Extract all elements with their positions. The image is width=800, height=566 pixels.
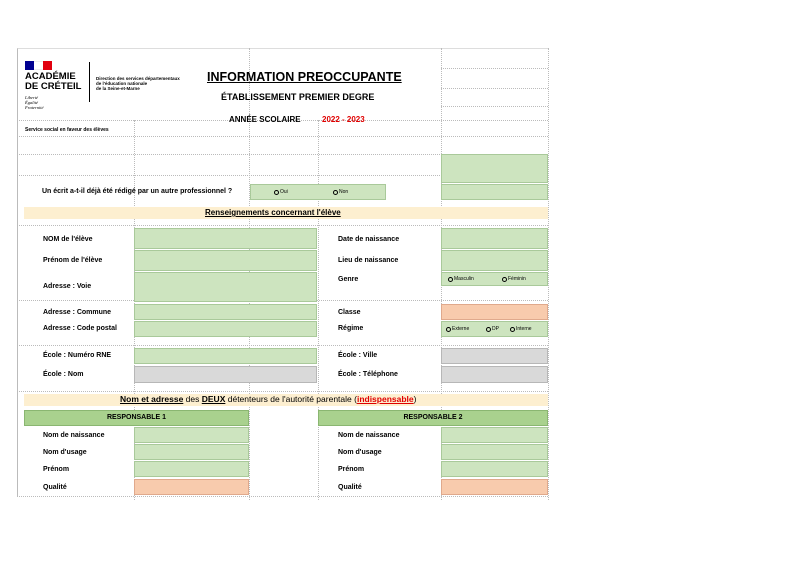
field-adresse-commune[interactable] [134, 304, 317, 320]
r2-label-nom-naissance: Nom de naissance [338, 432, 400, 439]
radio-icon[interactable] [502, 277, 507, 282]
grid-line [441, 106, 548, 107]
responsable-2-header: RESPONSABLE 2 [318, 410, 548, 426]
field-ecole-nom [134, 366, 317, 383]
field-code-postal[interactable] [134, 321, 317, 337]
radio-icon[interactable] [446, 327, 451, 332]
parents-section-heading: Nom et adresse des DEUX détenteurs de l'autorité parentale (indispensable) [120, 394, 417, 404]
option-non[interactable]: Non [333, 189, 348, 195]
label-ecole-telephone: École : Téléphone [338, 371, 398, 378]
r2-label-prenom: Prénom [338, 466, 365, 473]
school-year-label: ANNÉE SCOLAIRE [229, 115, 301, 124]
field-numero-rne[interactable] [134, 348, 317, 364]
field-lieu-naissance[interactable] [441, 250, 548, 271]
label-prenom-eleve: Prénom de l'élève [43, 257, 103, 264]
responsable-1-header: RESPONSABLE 1 [24, 410, 249, 426]
radio-icon[interactable] [448, 277, 453, 282]
r2-field-nom-usage[interactable] [441, 444, 548, 460]
page-title: INFORMATION PREOCCUPANTE [207, 70, 402, 84]
academy-name: ACADÉMIE DE CRÉTEIL [25, 71, 82, 92]
grid-line [17, 345, 548, 346]
grid-line [441, 68, 548, 69]
option-dp[interactable]: DP [486, 326, 499, 332]
option-externe[interactable]: Externe [446, 326, 469, 332]
r1-label-nom-naissance: Nom de naissance [43, 432, 105, 439]
option-feminin[interactable]: Féminin [502, 276, 526, 282]
label-classe: Classe [338, 309, 361, 316]
radio-icon[interactable] [510, 327, 515, 332]
field-classe[interactable] [441, 304, 548, 320]
label-code-postal: Adresse : Code postal [43, 325, 117, 332]
top-green-field[interactable] [441, 154, 548, 183]
written-report-question: Un écrit a-t-il déjà été rédigé par un autre professionnel ? [42, 188, 233, 195]
school-year-value: 2022 - 2023 [322, 115, 365, 124]
field-ecole-telephone [441, 366, 548, 383]
direction-text: Direction des services départementaux de l'éducation nationale de la Seine-et-Marne [96, 76, 180, 91]
r1-field-nom-usage[interactable] [134, 444, 249, 460]
label-ecole-ville: École : Ville [338, 352, 378, 359]
label-date-naissance: Date de naissance [338, 236, 400, 243]
grid-line [441, 88, 548, 89]
service-label: Service social en faveur des élèves [25, 127, 109, 133]
r1-label-prenom: Prénom [43, 466, 70, 473]
grid-line [17, 136, 548, 137]
r1-label-nom-usage: Nom d'usage [43, 449, 87, 456]
top-green-field-2[interactable] [441, 184, 548, 200]
field-prenom-eleve[interactable] [134, 250, 317, 271]
grid-line [548, 48, 549, 500]
logo-divider [89, 62, 90, 102]
marianne-flag-icon [25, 61, 52, 70]
r1-field-prenom[interactable] [134, 461, 249, 477]
student-section-heading: Renseignements concernant l'élève [205, 208, 341, 217]
radio-icon[interactable] [486, 327, 491, 332]
option-oui[interactable]: Oui [274, 189, 288, 195]
r1-field-nom-naissance[interactable] [134, 427, 249, 443]
option-interne[interactable]: Interne [510, 326, 532, 332]
label-nom-eleve: NOM de l'élève [43, 236, 93, 243]
label-adresse-voie: Adresse : Voie [43, 283, 92, 290]
r2-field-nom-naissance[interactable] [441, 427, 548, 443]
grid-line [318, 120, 319, 500]
grid-line [17, 496, 548, 497]
label-numero-rne: École : Numéro RNE [43, 352, 112, 359]
label-adresse-commune: Adresse : Commune [43, 309, 112, 316]
page-subtitle: ÉTABLISSEMENT PREMIER DEGRE [221, 92, 375, 102]
radio-icon[interactable] [333, 190, 338, 195]
grid-line [17, 225, 548, 226]
label-lieu-naissance: Lieu de naissance [338, 257, 399, 264]
r1-label-qualite: Qualité [43, 484, 67, 491]
republic-motto: Liberté Égalité Fraternité [25, 95, 44, 110]
label-regime: Régime [338, 325, 364, 332]
field-date-naissance[interactable] [441, 228, 548, 249]
option-masculin[interactable]: Masculin [448, 276, 474, 282]
r1-field-qualite[interactable] [134, 479, 249, 495]
written-report-options [250, 184, 386, 200]
field-adresse-voie[interactable] [134, 272, 317, 302]
r2-label-nom-usage: Nom d'usage [338, 449, 382, 456]
r2-field-prenom[interactable] [441, 461, 548, 477]
label-ecole-nom: École : Nom [43, 371, 84, 378]
label-genre: Genre [338, 276, 359, 283]
field-nom-eleve[interactable] [134, 228, 317, 249]
field-ecole-ville [441, 348, 548, 364]
radio-icon[interactable] [274, 190, 279, 195]
r2-label-qualite: Qualité [338, 484, 362, 491]
grid-line [17, 391, 548, 392]
r2-field-qualite[interactable] [441, 479, 548, 495]
